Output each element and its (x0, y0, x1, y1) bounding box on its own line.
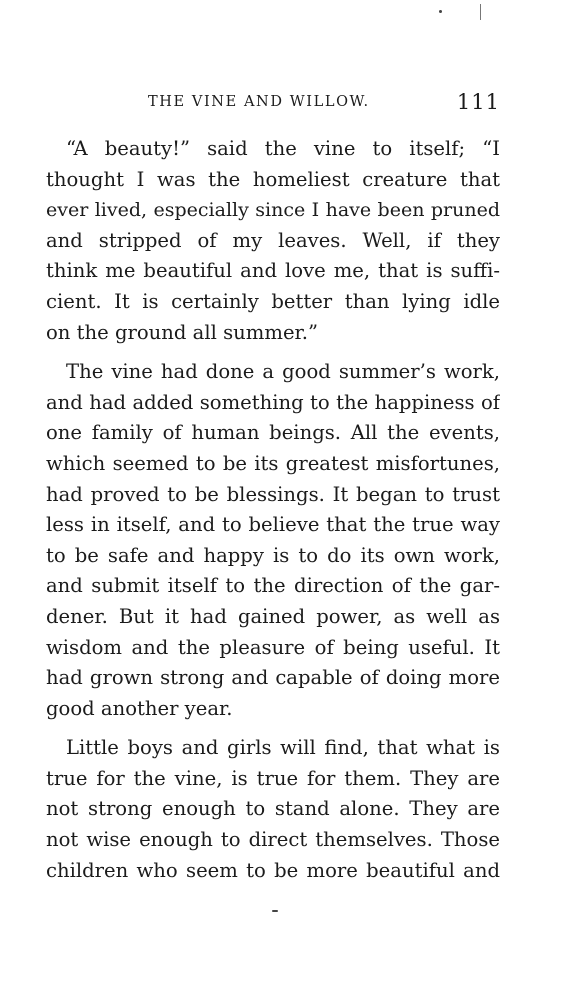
page-number: 111 (456, 90, 500, 114)
paragraph-1 (46, 134, 500, 348)
text-line: less in itself, and to believe that the true way (46, 513, 500, 537)
text-line: dener. But it had gained power, as well as (46, 604, 500, 628)
text-line: on the ground all summer.” (46, 320, 319, 344)
text-line: The vine had done a good summer’s work, (66, 360, 500, 384)
text-line: and submit itself to the direction of the gar- (46, 574, 500, 598)
running-head (148, 90, 500, 118)
running-title: THE VINE AND WILLOW. (148, 94, 370, 110)
text-line: Little boys and girls will find, that what is (66, 736, 500, 760)
text-line: ever lived, especially since I have been pruned (46, 199, 500, 222)
text-line: and stripped of my leaves. Well, if they (46, 228, 500, 252)
text-line: true for the vine, is true for them. They are (46, 766, 500, 790)
text-line: and had added something to the happiness of (46, 390, 500, 414)
text-line: not strong enough to stand alone. They are (46, 797, 500, 821)
text-line: to be safe and happy is to do its own work, (46, 543, 500, 567)
ink-speck (272, 910, 278, 912)
body-text (46, 134, 500, 895)
paragraph-2 (46, 357, 500, 724)
text-line: had proved to be blessings. It began to trust (46, 482, 500, 506)
text-line: had grown strong and capable of doing more (46, 666, 500, 690)
text-line: one family of human beings. All the events, (46, 421, 500, 445)
text-line: good another year. (46, 696, 233, 720)
text-line: not wise enough to direct themselves. Those (46, 828, 500, 852)
text-line: think me beautiful and love me, that is suffi- (46, 259, 500, 283)
text-line: cient. It is certainly better than lying idle (46, 289, 500, 313)
text-line: thought I was the homeliest creature that (46, 167, 500, 191)
text-line: which seemed to be its greatest misfortunes, (46, 451, 500, 475)
text-line: wisdom and the pleasure of being useful. It (46, 635, 500, 659)
page-edge-mark (480, 4, 481, 20)
text-line: “A beauty!” said the vine to itself; “I (66, 137, 500, 160)
paragraph-3 (46, 733, 500, 886)
text-line: children who seem to be more beautiful and (46, 858, 500, 882)
ink-speck (439, 10, 442, 13)
